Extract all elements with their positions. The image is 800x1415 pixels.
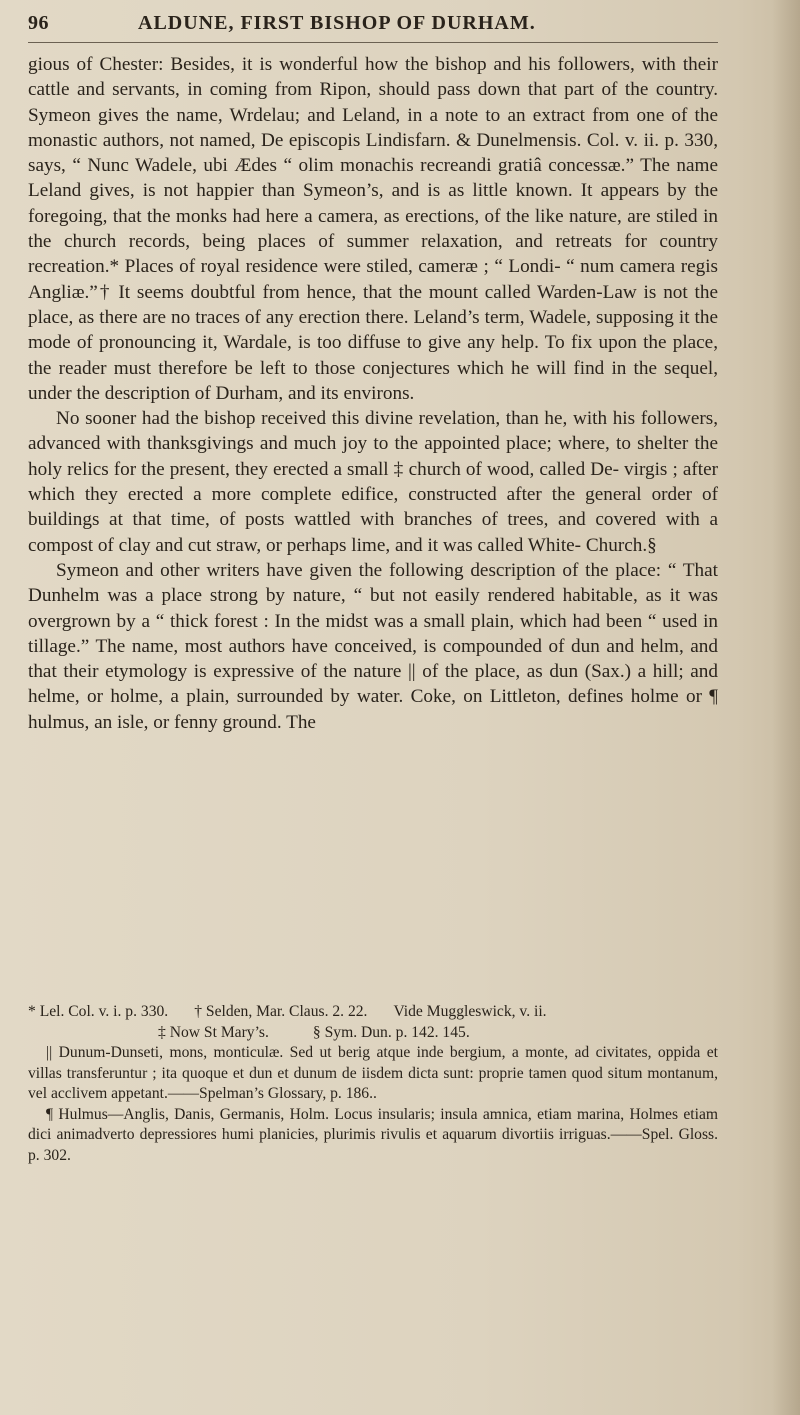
footnote-row-2 <box>28 1023 718 1044</box>
footnote-double-dagger: ‡ Now St Mary’s. <box>158 1023 269 1041</box>
paragraph-3: Symeon and other writers have given the following description of the place: “ That Dunhelm was a place strong by nature, “ but not easily rendered habitable, as it was overgrown by a “ thick forest : In the midst was a small plain, which had been “ used in tillage.” The name, most authors have conceived, is compounded of dun and helm, and that their etymology is expressive of the nature || of the place, as dun (Sax.) a hill; and helme, or holme, a plain, surrounded by water. Coke, on Littleton, defines holme or ¶ hulmus, an isle, or fenny ground. The <box>28 559 718 733</box>
page-number: 96 <box>28 12 49 34</box>
footnote-parallel: || Dunum-Dunseti, mons, monticulæ. Sed ut berig atque inde bergium, a monte, ad civitates, oppida et villas transferuntur ; ita quoque et dun et dunum de iisdem dicta sunt: proprie tamen quod situm montanum, vel acclivem appetant.——Spelman’s Glossary, p. 186.. <box>28 1044 718 1102</box>
footnote-vide: Vide Muggleswick, v. ii. <box>393 1003 547 1020</box>
paragraph-2: No sooner had the bishop received this divine revelation, than he, with his followers, advanced with thanksgivings and much joy to the appointed place; where, to shelter the holy relics for the present, they erected a small ‡ church of wood, called De- virgis ; after which they erected a more complete edifice, constructed after the general order of buildings at that time, of posts wattled with branches of trees, and covered with a compost of clay and cut straw, or perhaps lime, and it was called White- Church.§ <box>28 408 718 556</box>
footnote-row-1 <box>28 1002 718 1023</box>
footnote-star: * Lel. Col. v. i. p. 330. <box>28 1003 169 1020</box>
running-title: ALDUNE, FIRST BISHOP OF DURHAM. <box>138 12 536 34</box>
footnote-dagger: † Selden, Mar. Claus. 2. 22. <box>194 1003 368 1020</box>
paragraph-1: gious of Chester: Besides, it is wonderful how the bishop and his followers, with their cattle and servants, in coming from Ripon, should pass down that part of the country. Symeon gives the name, Wrdelau; and Leland, in a note to an extract from one of the monastic authors, not named, De episcopis Lindisfarn. & Dunelmensis. Col. v. ii. p. 330, says, “ Nunc Wadele, ubi Ædes “ olim monachis recreandi gratiâ concessæ.” The name Leland gives, is not happier than Symeon’s, and is as little known. It appears by the foregoing, that the monks had here a camera, as erections, of the like nature, are stiled in the church records, being places of summer relaxation, and retreats for country recreation.* Places of royal residence were stiled, cameræ ; “ Londi- “ num camera regis Angliæ.”† It seems doubtful from hence, that the mount called Warden-Law is not the place, as there are no traces of any erection there. Leland’s term, Wadele, supposing it the mode of pronouncing it, Wardale, is too diffuse to give any help. To fix upon the place, the reader must therefore be left to those conjectures which he will find in the sequel, under the description of Durham, and its environs. <box>28 54 718 404</box>
page-edge-shadow <box>772 0 800 1415</box>
main-text <box>28 52 718 735</box>
footnote-section: § Sym. Dun. p. 142. 145. <box>312 1023 470 1041</box>
header-rule <box>28 42 718 43</box>
footnotes <box>28 1002 718 1166</box>
footnote-pilcrow: ¶ Hulmus—Anglis, Danis, Germanis, Holm. Locus insularis; insula amnica, etiam marina, Holmes etiam dici animadverto depressiores humi planicies, plurimis rivulis et aquarum divortiis irriguas.——Spel. Gloss. p. 302. <box>28 1105 718 1164</box>
running-header <box>28 12 718 38</box>
